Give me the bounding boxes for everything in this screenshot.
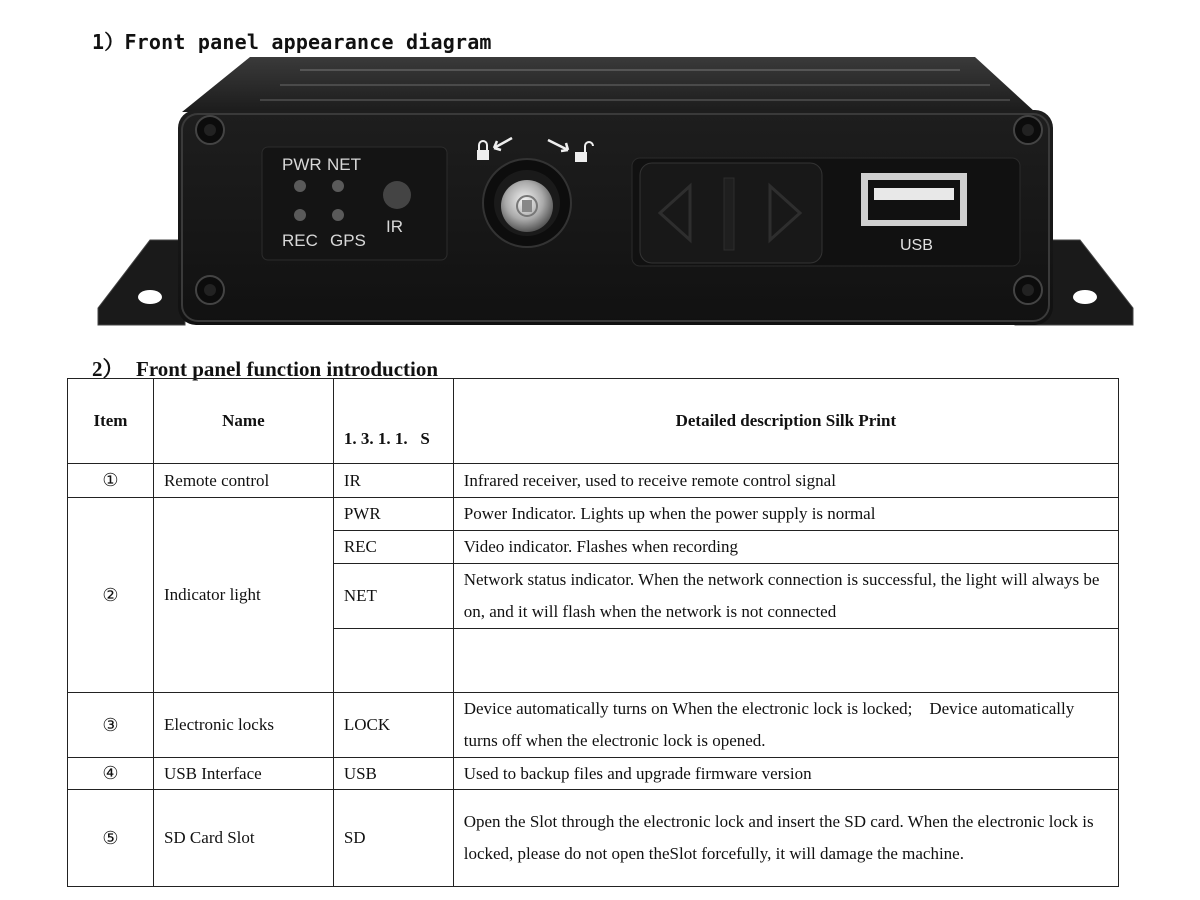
item-description: Network status indicator. When the network connection is successful, the light will always be on, and it will flash when the network is not connected bbox=[453, 564, 1118, 629]
header-silk: 1. 3. 1. 1. S bbox=[333, 379, 453, 464]
table-row bbox=[68, 464, 1119, 498]
item-name: Electronic locks bbox=[153, 693, 333, 758]
item-number: ④ bbox=[68, 758, 154, 790]
gps-led bbox=[332, 209, 344, 221]
silk-print: REC bbox=[333, 531, 453, 564]
item-description: Video indicator. Flashes when recording bbox=[453, 531, 1118, 564]
function-table bbox=[67, 378, 1119, 887]
silk-print: IR bbox=[333, 464, 453, 498]
item-number: ① bbox=[68, 464, 154, 498]
gps-label: GPS bbox=[330, 231, 366, 250]
table-row bbox=[68, 693, 1119, 758]
table-header-row bbox=[68, 379, 1119, 464]
device-top-cover bbox=[182, 57, 1035, 112]
dvr-front-panel-photo bbox=[0, 0, 1200, 340]
section-2-number: 2） bbox=[92, 357, 124, 381]
ir-receiver bbox=[383, 181, 411, 209]
item-number: ⑤ bbox=[68, 790, 154, 887]
silk-print: NET bbox=[333, 564, 453, 629]
item-name: USB Interface bbox=[153, 758, 333, 790]
electronic-lock-keyhole[interactable] bbox=[483, 159, 571, 247]
pwr-label: PWR bbox=[282, 155, 322, 174]
item-name: SD Card Slot bbox=[153, 790, 333, 887]
silk-print-empty bbox=[333, 629, 453, 693]
section-2-title: Front panel function introduction bbox=[136, 357, 439, 381]
item-number: ② bbox=[68, 498, 154, 693]
item-description: Infrared receiver, used to receive remote control signal bbox=[453, 464, 1118, 498]
silk-print: SD bbox=[333, 790, 453, 887]
item-name: Remote control bbox=[153, 464, 333, 498]
pwr-led bbox=[294, 180, 306, 192]
silk-print: LOCK bbox=[333, 693, 453, 758]
item-description: Power Indicator. Lights up when the power supply is normal bbox=[453, 498, 1118, 531]
table-row bbox=[68, 498, 1119, 531]
mounting-flange-left bbox=[98, 240, 185, 325]
header-description: Detailed description Silk Print bbox=[453, 379, 1118, 464]
item-description: Used to backup files and upgrade firmware version bbox=[453, 758, 1118, 790]
item-description-empty bbox=[453, 629, 1118, 693]
silk-print: USB bbox=[333, 758, 453, 790]
indicator-panel bbox=[262, 147, 447, 260]
usb-label: USB bbox=[900, 237, 933, 254]
item-name: Indicator light bbox=[153, 498, 333, 693]
ir-label: IR bbox=[386, 217, 403, 236]
item-number: ③ bbox=[68, 693, 154, 758]
rec-label: REC bbox=[282, 231, 318, 250]
header-item: Item bbox=[68, 379, 154, 464]
item-description: Open the Slot through the electronic lock and insert the SD card. When the electronic lock is locked, please do not open theSlot forcefully, it will damage the machine. bbox=[453, 790, 1118, 887]
item-description: Device automatically turns on When the electronic lock is locked; Device automatically turns off when the electronic lock is opened. bbox=[453, 693, 1118, 758]
table-row bbox=[68, 790, 1119, 887]
net-led bbox=[332, 180, 344, 192]
section-1-heading: 1）Front panel appearance diagram bbox=[92, 30, 492, 54]
rec-led bbox=[294, 209, 306, 221]
net-label: NET bbox=[327, 155, 361, 174]
table-row bbox=[68, 758, 1119, 790]
header-name: Name bbox=[153, 379, 333, 464]
silk-print: PWR bbox=[333, 498, 453, 531]
